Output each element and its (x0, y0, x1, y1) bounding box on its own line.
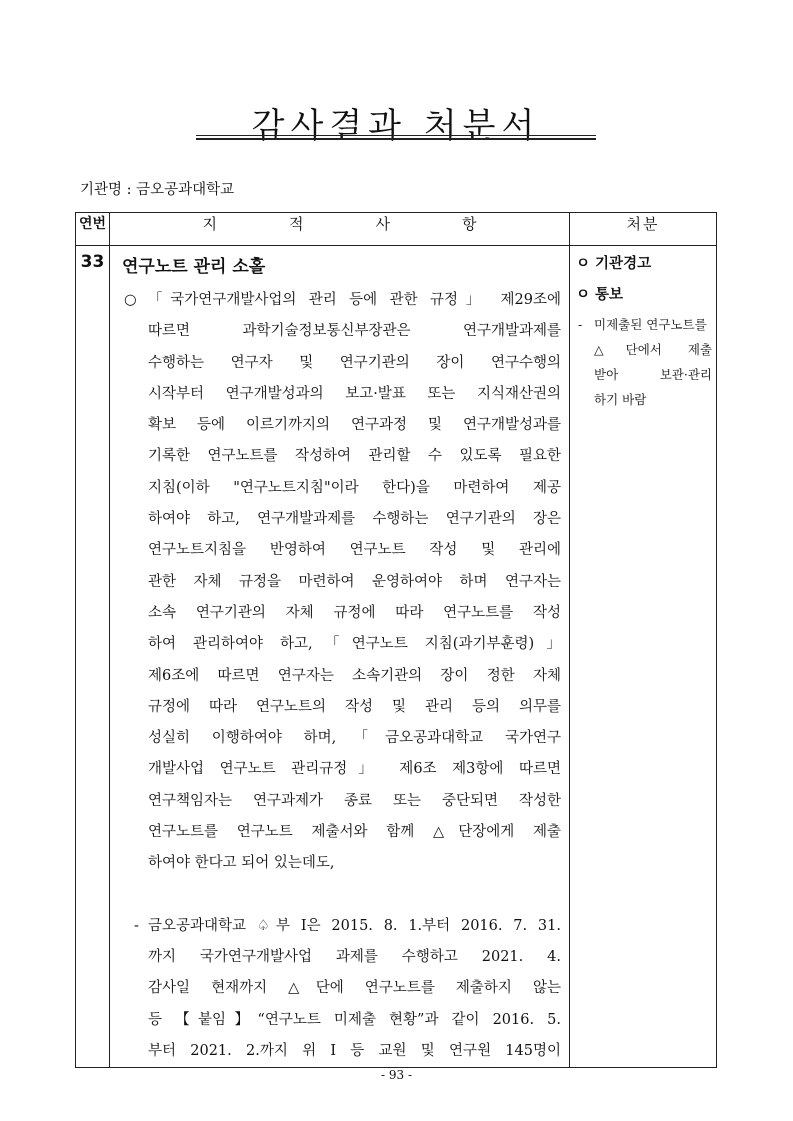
page-number: - 93 - (380, 1068, 412, 1082)
audit-table (75, 212, 717, 1068)
bullet-dash: - (578, 317, 583, 332)
text-line: 제6조에 따르면 연구자는 소속기관의 장이 정한 자체 (148, 667, 561, 684)
disposition-cell (570, 246, 717, 1068)
agency-name: 기관명 : 금오공과대학교 (80, 182, 235, 198)
text-line: 부터 2021. 2.까지 위 I 등 교원 및 연구원 145명이 (148, 1042, 561, 1059)
text-line: 하여야 하고, 연구개발과제를 수행하는 연구기관의 장은 (148, 511, 561, 528)
bullet-dash: - (134, 917, 139, 934)
text-line: 연구책임자는 연구과제가 종료 또는 중단되면 작성한 (148, 792, 561, 809)
title-underline-thick (196, 138, 596, 140)
finding-subparagraph (118, 911, 561, 1067)
text-line: 관한 자체 규정을 마련하여 운영하여야 하며 연구자는 (148, 573, 561, 590)
text-line: 연구노트를 연구노트 제출서와 함께 △단장에게 제출 (148, 824, 561, 841)
row-number: 33 (76, 246, 110, 1068)
text-line: 까지 국가연구개발사업 과제를 수행하고 2021. 4. (148, 948, 561, 965)
text-line: 성실히 이행하여야 하며,「금오공과대학교 국가연구 (148, 730, 561, 747)
header-findings: 지 적 사 항 (110, 213, 570, 246)
text-line: 수행하는 연구자 및 연구기관의 장이 연구수행의 (148, 354, 561, 371)
bullet-circle: ○ (124, 292, 137, 308)
text-line: 소속 연구기관의 자체 규정에 따라 연구노트를 작성 (148, 604, 561, 621)
text-line: 시작부터 연구개발성과의 보고·발표 또는 지식재산권의 (148, 385, 561, 402)
header-number: 연번 (76, 213, 110, 246)
text-line: 규정에 따라 연구노트의 작성 및 관리 등의 의무를 (148, 698, 561, 715)
text-line: 연구노트지침을 반영하여 연구노트 작성 및 관리에 (148, 542, 561, 559)
finding-heading: 연구노트 관리 소홀 (122, 257, 266, 277)
table-header-row (76, 213, 717, 246)
finding-paragraph (118, 285, 561, 880)
text-line: 감사일 현재까지 △단에 연구노트를 제출하지 않는 (148, 980, 561, 997)
note-line: 미제출된 연구노트를 (594, 317, 707, 332)
text-line: 개발사업 연구노트 관리규정」 제6조 제3항에 따르면 (148, 761, 561, 778)
text-line: 따르면 과학기술정보통신부장관은 연구개발과제를 (148, 323, 561, 340)
text-line: 「국가연구개발사업의 관리 등에 관한 규정」 제29조에 (148, 292, 561, 308)
note-line: △단에서 제출 (594, 342, 712, 357)
disposition-notice: ㅇ 통보 (576, 287, 624, 303)
finding-cell (110, 246, 570, 1068)
text-line: 하여야 한다고 되어 있는데도, (148, 855, 335, 872)
text-line: 등 【붙임】“연구노트 미제출 현황”과 같이 2016. 5. (148, 1011, 561, 1028)
text-line: 기록한 연구노트를 작성하여 관리할 수 있도록 필요한 (148, 448, 561, 465)
text-line: 지침(이하 "연구노트지침"이라 한다)을 마련하여 제공 (148, 479, 561, 496)
document-title: 감사결과 처분서 (251, 106, 541, 146)
text-line: 하여 관리하여야 하고,「연구노트 지침(과기부훈령)」 (148, 636, 561, 653)
text-line: 확보 등에 이르기까지의 연구과정 및 연구개발성과를 (148, 417, 561, 434)
table-row (76, 246, 717, 1068)
text-line: 금오공과대학교 ♤부 I은 2015. 8. 1.부터 2016. 7. 31. (148, 917, 561, 934)
note-line: 받아 보관·관리 (594, 367, 712, 382)
header-disposition: 처분 (570, 213, 717, 246)
title-underline (196, 135, 596, 136)
disposition-warning: ㅇ 기관경고 (576, 256, 652, 272)
disposition-note (576, 312, 712, 412)
note-line: 하기 바람 (594, 392, 647, 407)
